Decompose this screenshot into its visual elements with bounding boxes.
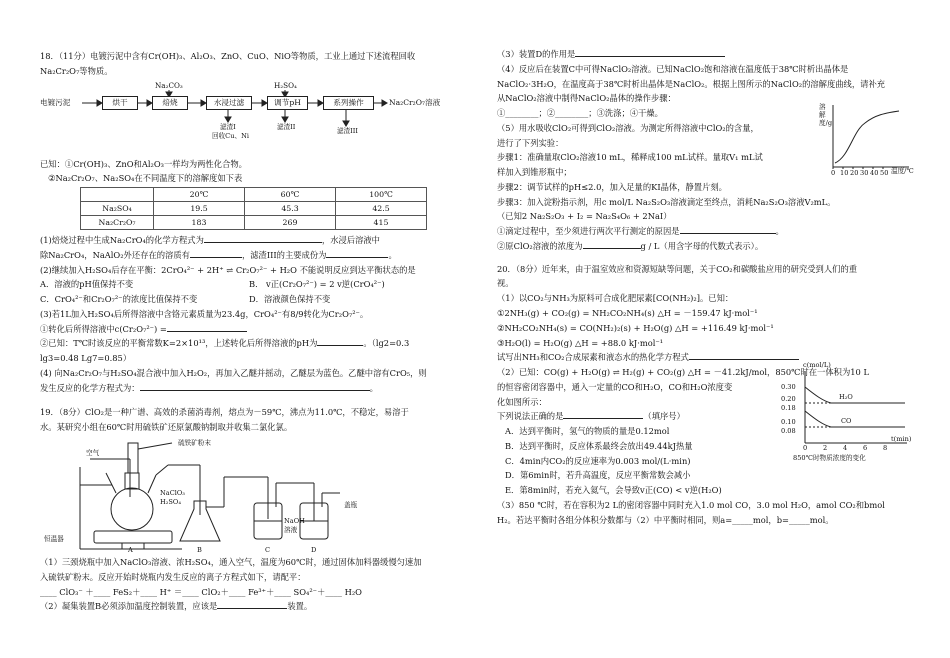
table-cell: 183 — [154, 216, 245, 230]
answer-blank[interactable] — [326, 248, 388, 258]
q19-part4-cont2: 从NaClO₂溶液中制得NaClO₂晶体的操作步骤： — [497, 93, 676, 104]
tick-label: 6 — [863, 444, 868, 452]
flow-reagent-na2co3: Na₂CO₃ — [155, 80, 183, 90]
q18-part3a: ①转化后所得溶液中c(Cr₂O₇²⁻) = — [40, 322, 458, 337]
tick-label: 0.20 — [781, 395, 796, 403]
q19-reaction: （已知2 Na₂S₂O₃ + I₂ = Na₂S₄O₆ + 2NaI） — [497, 211, 672, 222]
q18-part1: (1)焙烧过程中生成Na₂CrO₄的化学方程式为 ，水浸后溶液中 — [40, 235, 380, 246]
table-cell: Na₂Cr₂O₇ — [81, 216, 154, 230]
naoh-solution-label: 溶液 — [284, 526, 298, 535]
tick-label: 0 — [831, 169, 836, 177]
table-cell: 269 — [245, 216, 336, 230]
q18-known2: ②Na₂Cr₂O₇、Na₂SO₄在不同温度下的溶解度如下表 — [48, 173, 243, 184]
q18-title-cont: Na₂Cr₂O₇等物质。 — [40, 65, 113, 76]
option-d: D．第6min时，若升高温度，反应平衡常数会减小 — [505, 470, 691, 481]
flow-reagent-h2so4: H₂SO₄ — [274, 80, 297, 90]
option-b: B．达到平衡时，反应体系最终会放出49.44kJ热量 — [505, 440, 693, 451]
tick-label: 8 — [883, 444, 888, 452]
tick-label: 0 — [803, 444, 808, 452]
answer-blank[interactable] — [689, 350, 799, 360]
option-a: A．溶液的pH值保持不变 — [40, 279, 134, 290]
solubility-curve-graph — [819, 101, 915, 181]
q20-part2-cont: 的恒容密闭容器中，通入一定量的CO和H₂O，CO和H₂O浓度变 — [497, 381, 733, 392]
flow-arrows — [40, 81, 458, 151]
flow-step-series: 系列操作 — [323, 96, 374, 110]
table-cell: 60℃ — [245, 188, 336, 202]
table-cell: 42.5 — [336, 202, 427, 216]
q18-part3: (3)若1L加入H₂SO₄后所得溶液中含铬元素质量为23.4g，CrO₄²⁻有8/9转化为Cr₂O₇²⁻。 — [40, 308, 369, 319]
stand-label: 盖瓶 — [344, 501, 358, 510]
q19-part4: （4）反应后在装置C中可得NaClO₂溶液。已知NaClO₂饱和溶液在温度低于38℃时析出晶体是 — [497, 63, 849, 74]
q18-part4: (4) 向Na₂Cr₂O₇与H₂SO₄混合液中加入H₂O₂，再加入乙醚并摇动，乙醚层为蓝色。乙醚中溶有CrO₅，则 — [40, 367, 427, 378]
q19-step2: 步骤2：调节试样的pH≤2.0，加入足量的KI晶体，静置片刻。 — [497, 181, 727, 192]
table-header-row — [81, 188, 427, 202]
q19-step3: 步骤3：加入淀粉指示剂，用c mol/L Na₂S₂O₃溶液滴定至终点，消耗Na₂S₂O₃溶液V₂mL。 — [497, 196, 836, 207]
flow-step-dry: 烘干 — [102, 96, 138, 110]
h2so4-label: H₂SO₄ — [160, 498, 181, 507]
flow-filter1-note: 回收Cu、Ni — [212, 131, 249, 140]
q19-step1-cont: 样加入到锥形瓶中； — [497, 167, 572, 178]
q19-equation: ____ ClO₃⁻ ＋____ FeS₂＋____ H⁺ ＝____ ClO₂＋____ Fe³⁺＋____ SO₄²⁻＋____ H₂O — [40, 586, 362, 597]
option-a: A．达到平衡时，氢气的物质的量是0.12mol — [505, 426, 670, 437]
flow-filter2: 滤渣II — [277, 122, 296, 131]
q19-part5-q2: ②原ClO₂溶液的浓度为 g / L（用含字母的代数式表示）。 — [497, 240, 764, 251]
tick-label: 30 — [860, 169, 869, 177]
q19-part4-steps: ①________；②________；③洗涤；④干燥。 — [497, 108, 663, 119]
q18-part1-cont: 除Na₂CrO₄，NaAlO₂外还存在的溶质有 ，滤渣III的主要成份为 。 — [40, 249, 397, 260]
q20-part2: （2）已知：CO(g) + H₂O(g) ⇌ H₂(g) + CO₂(g) △H = －41.2kJ/mol，850℃时在一体积为10 L — [497, 367, 869, 378]
q20-part2-cont2: 化如图所示： — [497, 396, 547, 407]
right-column — [497, 47, 915, 528]
q18-part2: (2)继续加入H₂SO₄后存在平衡：2CrO₄²⁻ + 2H⁺ ⇌ Cr₂O₇²⁻ + H₂O 不能说明反应到达平衡状态的是 — [40, 264, 416, 275]
answer-blank[interactable] — [680, 224, 776, 234]
q20-eq2: ②NH₂CO₂NH₄(s) = CO(NH₂)₂(s) + H₂O(g) △H = +116.49 kJ·mol⁻¹ — [497, 322, 774, 333]
tick-label: 0.08 — [781, 427, 796, 435]
flow-step-filter: 水浸过滤 — [206, 96, 252, 110]
tick-label: 10 — [840, 169, 849, 177]
flow-filter1: 滤渣I — [220, 122, 236, 131]
tick-label: 0.30 — [781, 383, 796, 391]
thermostat-label: 恒温器 — [44, 535, 64, 544]
label-c: C — [265, 546, 271, 555]
flow-product: Na₂Cr₂O₇溶液 — [389, 97, 441, 107]
feeder-label: 硫铁矿粉末 — [178, 439, 211, 448]
table-cell — [81, 188, 154, 202]
solubility-xlabel: 温度/℃ — [891, 167, 914, 175]
left-column — [40, 49, 458, 614]
table-cell: 19.5 — [154, 202, 245, 216]
q19-title: 19．（8分）ClO₂是一种广谱、高效的杀菌消毒剂，熔点为－59℃，沸点为11.0℃，不稳定，易溶于 — [40, 407, 409, 418]
q18-options-row2 — [40, 292, 458, 307]
option-c: C．CrO₄²⁻和Cr₂O₇²⁻的浓度比值保持不变 — [40, 294, 198, 305]
flow-start: 电镀污泥 — [40, 97, 71, 107]
q20-eq1: ①2NH₃(g) + CO₂(g) = NH₂CO₂NH₄(s) △H = －159.47 kJ·mol⁻¹ — [497, 308, 758, 319]
tick-label: 20 — [850, 169, 859, 177]
answer-blank[interactable] — [190, 248, 242, 258]
table-cell: 415 — [336, 216, 427, 230]
naclo3-label: NaClO₃ — [160, 489, 185, 498]
q19-part3: （3）装置D的作用是 — [497, 47, 915, 62]
q20-part3: （3）850 ℃时，若在容积为2 L的密闭容器中同时充入1.0 mol CO，3.0 mol H₂O，amol CO₂和bmol — [497, 499, 885, 510]
q20-part3-cont: H₂。若达平衡时各组分体积分数都与（2）中平衡时相同，则a=_____mol，b=_____mol。 — [497, 514, 834, 525]
series-label-co: CO — [841, 417, 852, 425]
answer-blank[interactable] — [167, 322, 247, 332]
table-cell: Na₂SO₄ — [81, 202, 154, 216]
tick-label: 50 — [880, 169, 889, 177]
apparatus-diagram — [44, 437, 402, 555]
naoh-label: NaOH — [284, 517, 305, 526]
answer-blank[interactable] — [563, 409, 643, 419]
q19-part5-cont: 进行了下列实验： — [497, 137, 564, 148]
flow-diagram — [40, 81, 458, 151]
label-d: D — [311, 546, 317, 555]
q19-part2: （2）凝集装置B必须添加温度控制装置，应该是 装置。 — [40, 601, 313, 612]
conc-xlabel: t(min) — [891, 435, 912, 443]
solubility-table — [80, 187, 427, 230]
q18-part3c: lg3=0.48 Lg7=0.85） — [40, 353, 132, 364]
answer-blank[interactable] — [140, 381, 370, 391]
q20-title: 20．（8分）近年来，由于温室效应和资源短缺等问题，关于CO₂和碳酸盐应用的研究受到人们的重 — [497, 263, 858, 274]
tick-label: 2 — [823, 444, 828, 452]
option-e: E．第8min时，若充入氦气，会导致v正(CO) < v逆(H₂O) — [505, 485, 722, 496]
table-cell: 20℃ — [154, 188, 245, 202]
q20-title-cont: 视。 — [497, 278, 514, 289]
label-a: A — [128, 546, 133, 555]
tick-label: 0.18 — [781, 404, 796, 412]
q20-part1-q: 试写出NH₃和CO₂合成尿素和液态水的热化学方程式 — [497, 350, 915, 365]
apparatus-drawing — [72, 437, 402, 555]
answer-blank[interactable] — [317, 336, 363, 346]
q19-part1: （1）三颈烧瓶中加入NaClO₃溶液、浓H₂SO₄，通入空气，温度为60℃时，通过固体加料器缓慢匀速加 — [40, 557, 422, 568]
q18-part4-cont: 发生反应的化学方程式为： 。 — [40, 382, 378, 393]
q18-part3b: ②已知：T℃时该反应的平衡常数K=2×10¹³，上述转化后所得溶液的pH为 。（lg2=0.3 — [40, 338, 410, 349]
tick-label: 40 — [870, 169, 879, 177]
q19-step1: 步骤1：准确量取ClO₂溶液10 mL，稀释成100 mL试样。量取V₁ mL试 — [497, 152, 763, 163]
answer-blank[interactable] — [217, 599, 287, 609]
answer-blank[interactable] — [204, 233, 322, 243]
series-label-h2o: H₂O — [839, 393, 853, 401]
q19-part1-cont: 入硫铁矿粉末。反应开始时烧瓶内发生反应的离子方程式如下，请配平： — [40, 571, 306, 582]
flow-step-roast: 焙烧 — [152, 96, 188, 110]
label-b: B — [197, 546, 202, 555]
conc-ylabel: c(mol/L) — [803, 361, 831, 369]
flow-step-ph: 调节pH — [267, 96, 308, 110]
q19-part5-q1: ①滴定过程中，至少须进行两次平行测定的原因是 。 — [497, 226, 784, 237]
q19-part5: （5）用水吸收ClO₂可得到ClO₂溶液。为测定所得溶液中ClO₂的含量， — [497, 122, 759, 133]
option-d: D．溶液颜色保持不变 — [249, 294, 331, 305]
q18-known1: 已知：①Cr(OH)₃、ZnO和Al₂O₃一样均为两性化合物。 — [40, 158, 247, 169]
air-label: 空气 — [86, 449, 100, 458]
answer-blank[interactable] — [575, 47, 725, 57]
tick-label: 0.10 — [781, 418, 796, 426]
conc-caption: 850℃时物质浓度的变化 — [793, 454, 866, 462]
table-row — [81, 216, 427, 230]
option-b: B． v正(Cr₂O₇²⁻) = 2 v逆(CrO₄²⁻) — [249, 279, 385, 290]
q20-part2-q: 下列说法正确的是 （填序号） — [497, 411, 685, 422]
option-c: C．4min内CO₂的反应速率为0.003 mol/(L·min) — [505, 455, 691, 466]
flow-filter3: 滤渣III — [337, 126, 359, 135]
q19-title-cont: 水。某研究小组在60℃时用硫铁矿还原氯酸钠制取并收集二氯化氯。 — [40, 422, 293, 433]
table-row — [81, 202, 427, 216]
q19-part4-cont: NaClO₂·3H₂O，在温度高于38℃时析出晶体是NaClO₂。根据上图所示的NaClO₂的溶解度曲线，请补充 — [497, 78, 886, 89]
tick-label: 4 — [843, 444, 848, 452]
table-cell: 45.3 — [245, 202, 336, 216]
q20-part1: （1）以CO₂与NH₃为原料可合成化肥尿素[CO(NH₂)₂]。已知： — [497, 293, 734, 304]
table-cell: 100℃ — [336, 188, 427, 202]
solubility-ylabel: 溶解度/g — [819, 103, 833, 127]
answer-blank[interactable] — [583, 239, 641, 249]
concentration-graph — [779, 361, 915, 465]
q18-title: 18．（11分）电镀污泥中含有Cr(OH)₃、Al₂O₃、ZnO、CuO、NiO等物质，工业上通过下述流程回收 — [40, 51, 416, 61]
q18-options-row1 — [40, 277, 458, 292]
q20-eq3: ③H₂O(l) = H₂O(g) △H = +88.0 kJ·mol⁻¹ — [497, 337, 664, 348]
